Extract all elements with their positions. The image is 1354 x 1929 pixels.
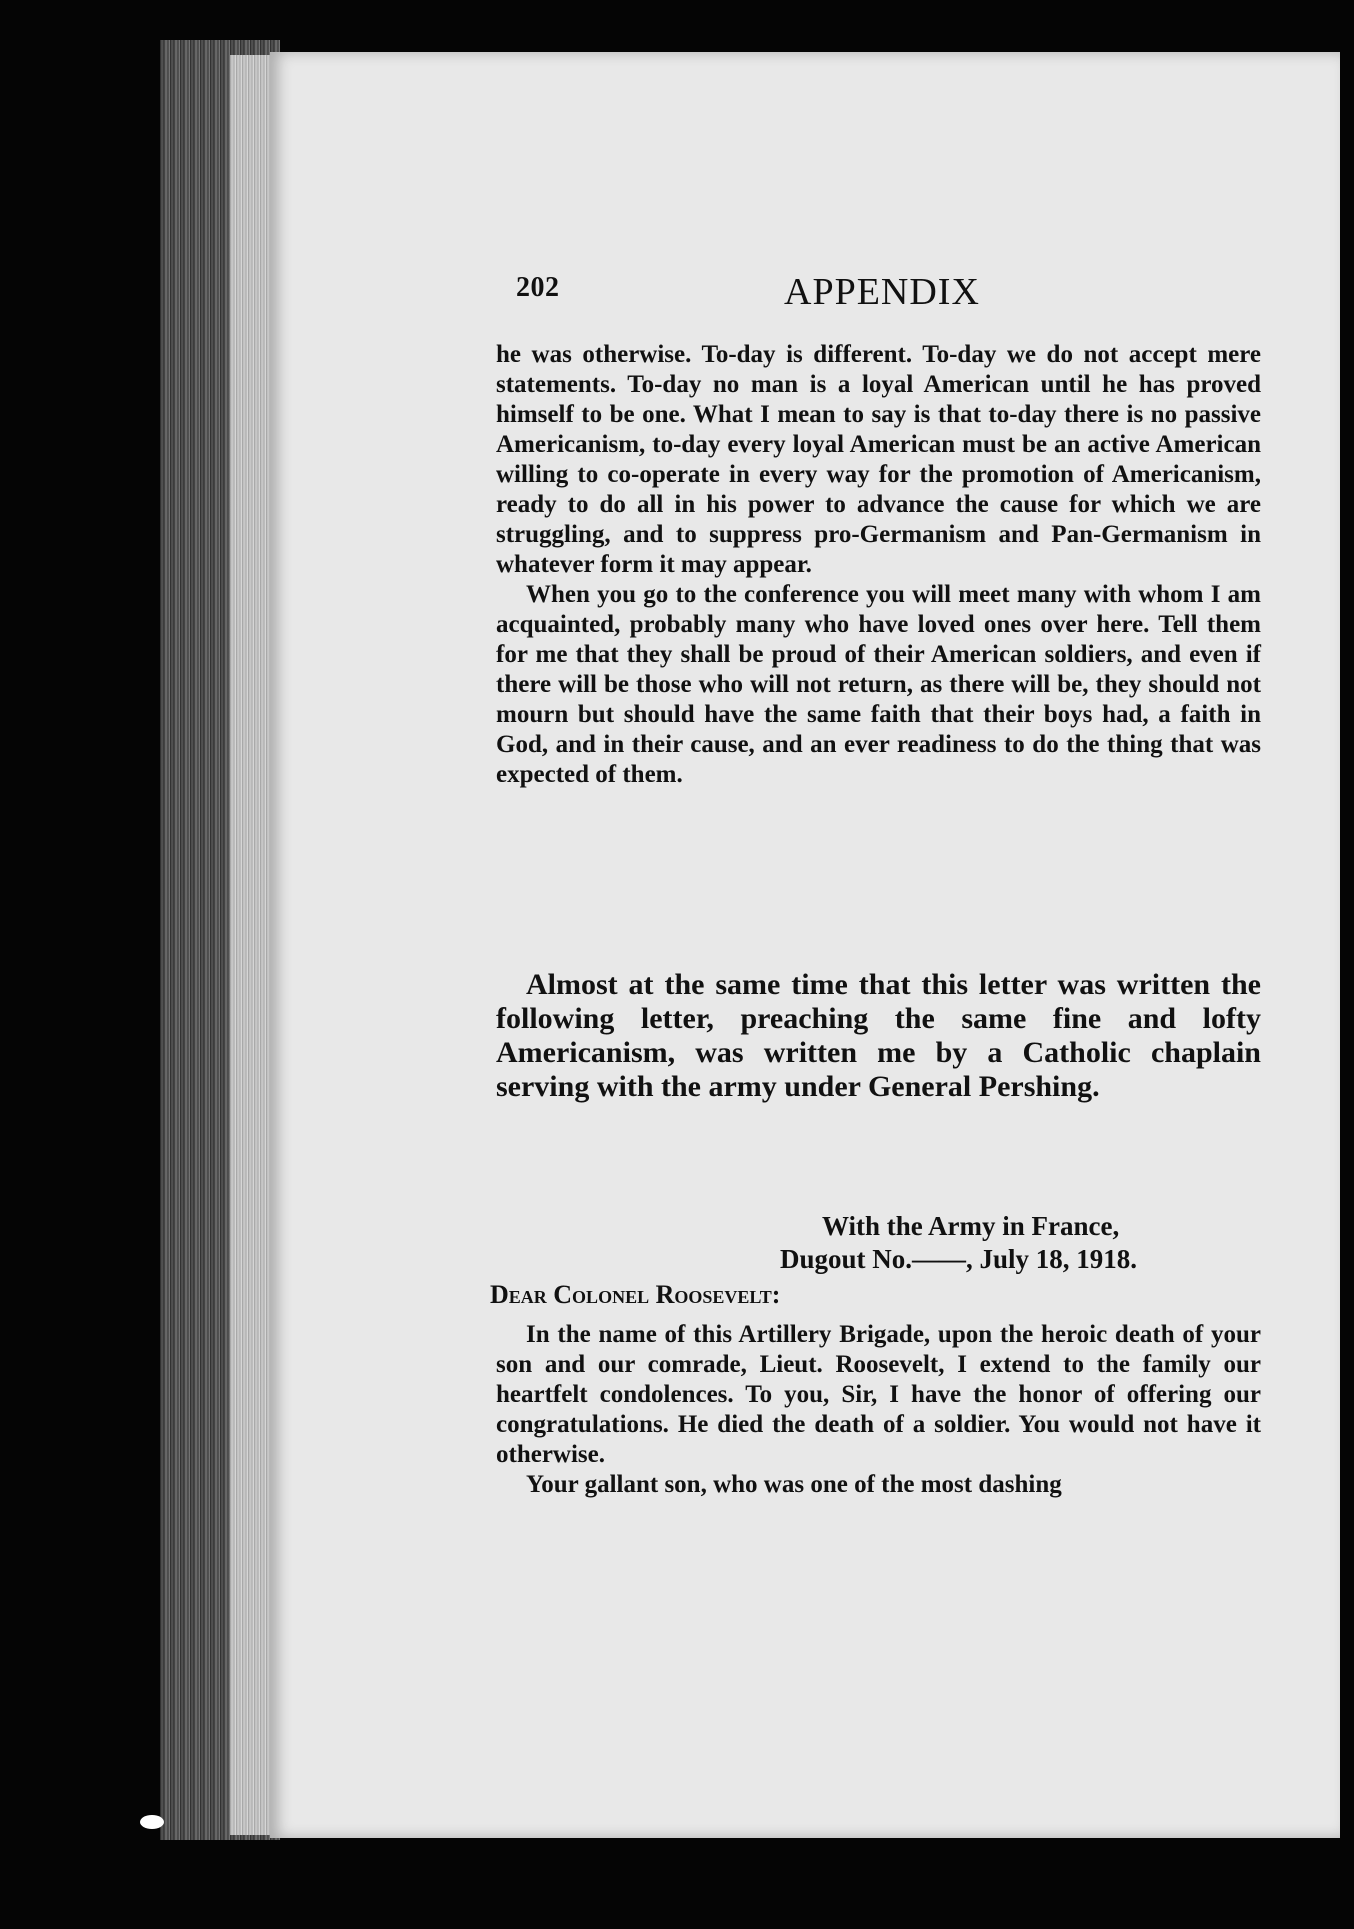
page-heading: APPENDIX: [784, 271, 980, 313]
running-head: [516, 270, 996, 320]
page-number: 202: [516, 272, 560, 303]
paragraph: Your gallant son, who was one of the most dashing: [526, 1471, 1062, 1498]
paragraph: When you go to the conference you will meet many with whom I am acquainted, probably many who have loved ones over here. Tell them for me that they shall be proud of their American soldiers, and even if there will be those who will not return, as there will be, they should not mourn but should have the same faith that their boys had, a faith in God, and in their cause, and an ever readiness to do the thing that was expected of them.: [496, 581, 1261, 788]
paragraph: he was otherwise. To-day is different. To-day we do not accept mere statements. To-day no man is a loyal American until he has proved himself to be one. What I mean to say is that to-day there is no passive Americanism, to-day every loyal American must be an active American willing to co-operate in every way for the promotion of Americanism, ready to do all in his power to advance the cause for which we are struggling, and to suppress pro-Germanism and Pan-Germanism in whatever form it may appear.: [496, 341, 1261, 578]
letter-salutation: Dear Colonel Roosevelt:: [490, 1280, 781, 1309]
intro-paragraph: Almost at the same time that this letter was written the following letter, preaching the same fine and lofty Americanism, was written me by a Catholic chaplain serving with the army under General Pershing.: [496, 968, 1261, 1103]
letter-continuation: [496, 340, 1261, 790]
paragraph: In the name of this Artillery Brigade, upon the heroic death of your son and our comrade, Lieut. Roosevelt, I extend to the family our heartfelt condolences. To you, Sir, I have the honor of offering our congratulations. He died the death of a soldier. You would not have it otherwise.: [496, 1321, 1261, 1468]
letter-dateline: [780, 1210, 1200, 1276]
letter-body: [496, 1320, 1261, 1500]
dateline-place: With the Army in France,: [822, 1211, 1120, 1241]
scan-speck: [140, 1815, 164, 1829]
dateline-date: Dugout No.——, July 18, 1918.: [780, 1244, 1138, 1274]
